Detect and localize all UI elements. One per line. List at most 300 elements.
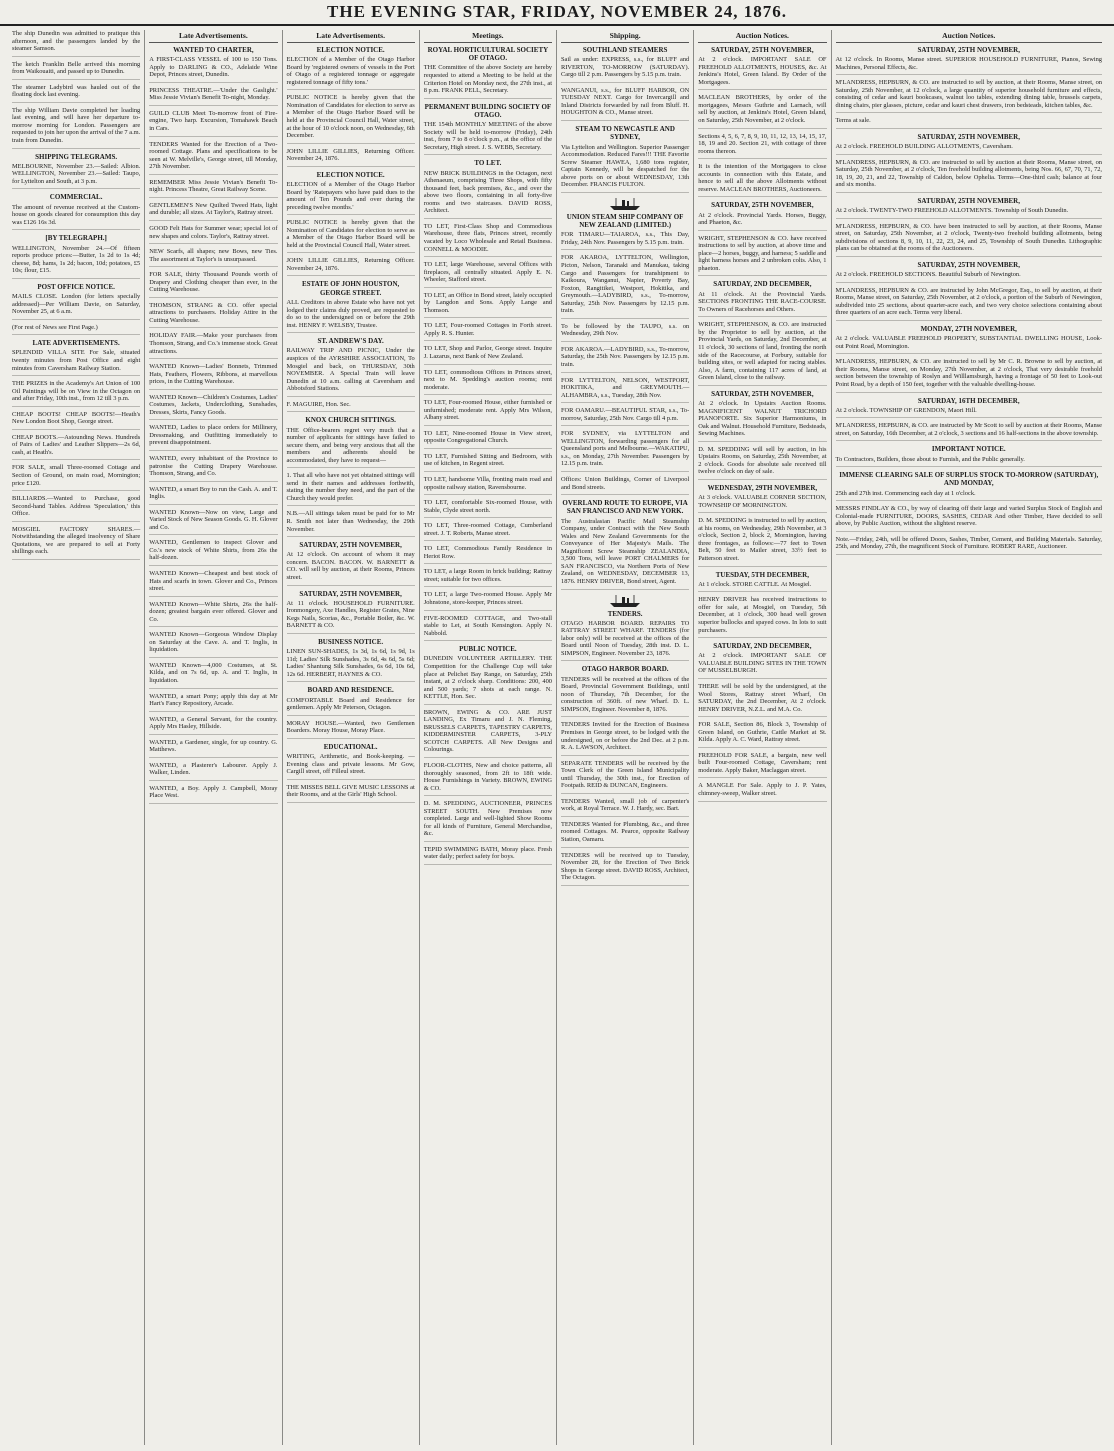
advertisement [12,193,140,230]
ad-body: At 2 o'clock. IMPORTANT SALE OF FREEHOLD ALLOTMENTS, HOUSES, &c. At Jenkins's Hotel, Green Island. By Order of the Mortgagees. [698,56,827,86]
ad-body: WRITING, Arithmetic, and Book-keeping. —Evening class and private lessons. Mr Gow, Cargill street, off Filleul street. [286,753,415,776]
ad-heading: WEDNESDAY, 29TH NOVEMBER, [707,483,818,492]
advertisement [561,213,689,251]
ad-body: WANGANUI, s.s., for BLUFF HARBOR, ON TUESDAY NEXT. Cargo for Invercargill and Inland Districts forwarded by rail from Bluff. H. HOUGHTON & CO., Manse street. [561,86,690,117]
advertisement [561,721,689,755]
ad-body: GOOD Felt Hats for Summer wear; special lot of new shapes and colors. Taylor's, Rattray street. [149,224,278,240]
section-heading: Auction Notices. [836,32,1103,43]
advertisement [287,472,415,506]
ad-body: GUILD CLUB Meet To-morrow front of Fire-engine, Two harp. Excursion, Tomahawk Beach in Cars. [149,109,278,133]
section-heading: Auction Notices. [698,32,826,43]
advertisement [149,486,277,505]
ad-body: Terms at sale. [835,117,871,125]
advertisement [287,686,415,715]
ad-heading: ST. ANDREW'S DAY. [317,337,384,346]
advertisement [287,590,415,634]
ad-body: At 12 o'clock. On account of whom it may concern. BACON. BACON. W. BARNETT & CO. will sell by auction, at their Rooms, Princes street. [286,551,415,581]
ad-body: WANTED, a Gardener, single, for up country. G. Matthews. [149,738,278,754]
advertisement [424,499,552,518]
advertisement [424,476,552,495]
advertisement [287,416,415,468]
ad-body: The amount of revenue received at the Custom-house on goods cleared for consumption this day was £126 16s 3d. [12,203,141,226]
advertisement [424,453,552,472]
ad-body: FREEHOLD FOR SALE, a bargain, new well built Four-roomed Cottage, Caversham; rent moderate. Apply Baker, Maclaggan street. [698,751,827,774]
ad-body: BILLIARDS.—Wanted to Purchase, good Second-hand Tables. Address 'Speculation,' this Office. [12,495,141,518]
ad-body: WELLINGTON, November 24.—Of fifteen reports produce prices:—Butter, 1s 2d to 1s 4d; cheese, 8d; hams, 1s 2d; bacon, 10d; potatoes, £5 10s; flour, £15. [12,244,141,275]
advertisement [561,430,689,472]
advertisement [424,591,552,610]
ad-heading: [BY TELEGRAPH.] [45,234,107,243]
advertisement [287,638,415,682]
ad-heading: SATURDAY, 25TH NOVEMBER, [917,45,1020,54]
advertisement [12,234,140,278]
ad-body: WANTED Known—4,000 Costumes, at St. Kilda, and on 7s 6d, up. A. and T. Inglis, in liquidation. [149,661,278,685]
advertisement [12,61,140,80]
ad-body: Sail as under: EXPRESS, s.s., for BLUFF and RIVERTON, TO-MORROW (SATURDAY). Cargo till 2 p.m. Passengers by 5.15 p.m. train. [561,56,690,79]
advertisement [149,202,277,221]
ad-body: TO LET, commodious Offices in Princes street, next to M. Spedding's auction rooms; rent moderate. [423,368,552,391]
ad-heading: TO LET. [474,159,502,168]
advertisement [149,271,277,298]
ad-body: M'LANDRESS, HEPBURN, & CO. are instructed to sell by auction, at their Rooms, Manse street, on Saturday, 25th November, at 12 o'clock, a large quantity of superior household furniture and effects, consisting of cedar and kauri bookcases, walnut loo tables, extending dining table, brussels carpets, dining chairs, pier glasses, picture, cedar and kauri chest drawers, iron bedsteads, kitchen tables, &c. [835,79,1102,109]
ad-body: THE Committee of the above Society are hereby requested to attend a Meeting to be held at the Criterion Hotel on Monday next, the 27th inst., at 8 p.m. FRANK PELL, Secretary. [423,64,552,95]
ad-body: At 11 o'clock. HOUSEHOLD FURNITURE. Ironmongery, Axe Handles, Register Grates, Nine Kegs Nails, Scorias, &c., Portable Boiler, &c. W. BARNETT & CO. [286,599,415,630]
advertisement [149,662,277,689]
advertisement [836,397,1103,419]
ad-body: TO LET, a large Two-roomed House. Apply Mr Johnstone, store-keeper, Princes street. [423,591,552,606]
advertisement [287,401,415,413]
ad-heading: SHIPPING TELEGRAMS. [35,152,118,161]
advertisement [836,445,1103,467]
ad-body: To Contractors, Builders, those about to Furnish, and the Public generally. [835,455,1025,463]
ad-body: THE Office-bearers regret very much that a number of applicants for sittings have failed to secure them, and being very anxious that all the members and adherents should be accommodated, they have to request— [286,426,415,464]
ad-body: WANTED Known—Gorgeous Window Display on Saturday at the Cave. A. and T. Inglis, in liquidation. [149,631,278,654]
ad-body: THOMSON, STRANG & CO. offer special attractions to purchasers. Holiday Attire in the Cutting Warehouse. [149,301,278,324]
ad-body: FOR SALE, small Three-roomed Cottage and Section of Ground, on main road, Mornington; price £120. [12,464,141,487]
advertisement [836,261,1103,283]
advertisement [424,46,552,99]
ad-heading: SATURDAY, 25TH NOVEMBER, [299,541,402,550]
advertisement [561,821,689,848]
ad-body: BROWN, EWING & CO. ARE JUST LANDING, Ex Timaru and J. N. Fleming, BRUSSELS CARPETS, TAPESTRY CARPETS, KIDDERMINSTER CARPETS, 3-PLY SCOTCH CARPETS. All New Designs and Colourings. [423,708,552,754]
ad-body: THE PRIZES in the Academy's Art Union of 100 Oil Paintings will be on View in the Octagon on and after Friday, 10th inst., from 12 till 3 p.m. [12,380,141,403]
advertisement [149,716,277,735]
advertisement [149,141,277,175]
advertisement [287,541,415,585]
ad-body: WRIGHT, STEPHENSON & CO. have received instructions to sell by auction, at above time and place—2 horses, buggy, and harness; 5 saddle and light harness horses and 2 unbroken colts. Also, 1 phaeton. [698,234,827,272]
ad-body: (For rest of News see First Page.) [12,323,98,331]
advertisement [12,434,140,461]
advertisement [424,292,552,319]
ad-body: HENRY DRIVER has received instructions to offer for sale, at Mosgiel, on Tuesday, 5th December, at 1 o'clock, 300 head well grown superior bullocks and spayed cows. In lots to suit purchasers. [698,596,827,634]
ad-body: At 2 o'clock. FREEHOLD SECTIONS. Beautiful Suburb of Newington. [835,271,1021,279]
ad-body: ALL Creditors in above Estate who have not yet lodged their claims duly proved, are requested to do so to the undersigned on or before the 29th inst. HENRY F. WELSBY, Trustee. [286,298,415,329]
advertisement [561,665,689,717]
ad-body: FOR LYTTELTON, NELSON, WESTPORT, HOKITIKA, and GREYMOUTH.—ALHAMBRA, s.s., Tuesday, 28th Nov. [561,376,690,399]
ad-body: MAILS CLOSE. London (for letters specially addressed)—Per William Davie, on Saturday, November 25, at 6 a.m. [12,293,141,316]
advertisement [698,94,826,128]
ad-body: ELECTION of a Member of the Otago Harbor Board by 'registered owners of vessels in the Port of Otago of a registered tonnage or aggregate registered tonnage of fifty tons.' [286,56,415,86]
masthead [0,0,1114,26]
ad-body: It is the intention of the Mortgagees to close accounts in connection with this Estate, and hence to sell all the above Allotments without reserve. MACLEAN BROTHERS, Auctioneers. [698,163,827,193]
ad-heading: IMPORTANT NOTICE. [931,445,1006,454]
ad-body: WANTED, Gentlemen to inspect Glover and Co.'s new stock of White Shirts, from 26s the half-dozen. [149,539,278,562]
advertisement [424,846,552,865]
ad-body: GENTLEMEN'S New Quilted Tweed Hats, light and durable; all sizes. At Taylor's, Rattray street. [149,201,278,217]
advertisement [12,107,140,149]
advertisement [287,171,415,215]
advertisement [424,709,552,758]
ad-body: MELBOURNE, November 23.—Sailed: Albion. WELLINGTON, November 23.—Sailed: Taupo, for Lyttelton and South, at 3 p.m. [12,162,141,185]
advertisement [836,471,1103,501]
advertisement [149,601,277,628]
ad-body: A FIRST-CLASS VESSEL of 100 to 150 Tons. Apply to DARLING & CO., Adelaide Wine Depot, Princes street, Dunedin. [149,56,278,79]
ad-body: PRINCESS THEATRE.—'Under the Gaslight.' Miss Jessie Vivian's Benefit To-night, Monday. [149,86,278,102]
advertisement [698,642,826,679]
ad-body: HOLIDAY FAIR.—Make your purchases from Thomson, Strang, and Co.'s immense stock. Great attractions. [149,332,278,355]
advertisement [424,223,552,257]
advertisement [287,720,415,739]
advertisement [698,752,826,779]
ad-body: A MANGLE For Sale. Apply to J. P. Yates, chimney-sweep, Walker street. [698,782,827,797]
ad-heading: POST OFFICE NOTICE. [37,282,115,291]
advertisement [12,153,140,190]
ad-body: The steamer Ladybird was hauled out of the floating dock last evening. [12,83,141,99]
ad-heading: SATURDAY, 2ND DECEMBER, [713,642,812,651]
ad-body: WANTED Known—Ladies' Bonnets, Trimmed Hats, Feathers, Flowers, Ribbons, at marvellous prices, in the Cutting Warehouse. [149,363,278,386]
ad-body: TO LET, Nine-roomed House in View street, opposite Congregational Church. [423,429,552,445]
advertisement [561,610,689,662]
column-7 [832,30,1107,1445]
column-5 [557,30,694,1445]
advertisement [698,163,826,197]
section-heading: Late Advertisements. [287,32,415,43]
advertisement [149,539,277,566]
advertisement [149,693,277,712]
ad-body: ELECTION of a Member of the Otago Harbor Board by 'Ratepayers who have paid dues to the amount of Ten Pounds and over during the preceding twelve months.' [286,181,415,211]
ad-heading: SATURDAY, 16TH DECEMBER, [917,396,1020,405]
advertisement [561,46,689,83]
advertisement [698,596,826,638]
advertisement [424,103,552,156]
advertisement [698,721,826,748]
advertisement [149,570,277,597]
ad-body: TO LET, large Warehouse, several Offices with fireplaces, all centrally situated. Apply E. N. Wheeler, Stafford street. [423,261,552,284]
advertisement [287,148,415,167]
ad-body: M'LANDRESS, HEPBURN & CO. are instructed by John McGregor, Esq., to sell by auction, at their Rooms, Manse street, on Saturday, 25th November, at 2 o'clock, a portion of the Suburb of Newington, subdivided into 25 sections, about quarter-acre each, and two very choice selections containing about three quarters of an acre each. Terms very liberal. [835,286,1102,317]
column-3 [283,30,420,1445]
advertisement [12,495,140,522]
advertisement [424,615,552,642]
advertisement [12,464,140,491]
ad-body: At 2 o'clock. TOWNSHIP OF GRENDON, Maori Hill. [835,406,977,414]
ad-body: TENDERS Wanted for the Erection of a Two-roomed Cottage. Plans and specifications to be seen at W. Melville's, George street, till Monday, 27th November. [149,140,278,171]
ad-body: WANTED, Ladies to place orders for Millinery, Dressmaking, and Outfitting immediately to prevent disappointment. [149,424,278,447]
advertisement [149,332,277,359]
section-heading: Meetings. [424,32,552,43]
ad-body: At 11 o'clock. At the Provincial Yards. SECTIONS FRONTING THE RACE-COURSE. To Owners of Racehorses and Others. [698,290,827,313]
steamship-icon [608,594,642,608]
ad-body: FOR AKAROA.—LADYBIRD, s.s., To-morrow, Saturday, the 25th Nov. Passengers by 12.15 p.m. train. [561,345,690,368]
ad-body: THERE will be sold by the undersigned, at the Wool Stores, Rattray street Wharf, On SATURDAY, the 2nd December, At 2 o'clock. HENRY DRIVER, N.Z.L. and M.A. Co. [698,682,827,713]
advertisement [698,683,826,717]
columns [8,30,1106,1445]
advertisement [698,133,826,160]
advertisement [287,743,415,780]
ad-body: CHEAP BOOTS.—Astounding News. Hundreds of Pairs of Ladies' and Leather Slippers—2s 6d, cash, at Heath's. [12,433,141,456]
advertisement [561,125,689,193]
advertisement [836,325,1103,354]
ad-body: TO LET, a large Room in brick building; Rattray street; suitable for two offices. [423,568,552,583]
advertisement [561,377,689,404]
ad-body: Via Lyttelton and Wellington. Superior Passenger Accommodation. Reduced Fares!!! THE Favorite Screw Steamer HAWEA, 1,680 tons register, Captain Kennedy, will be despatched for the above ports on or about WEDNESDAY, 13th December. FRANCIS FULTON. [561,143,690,189]
ad-body: M'LANDRESS, HEPBURN, & CO. are instructed by Mr Scott to sell by auction at their Rooms, Manse street, on Saturday, 16th December, at 2 o'clock, 3 sections and 16 half-sections in the above township. [835,422,1102,437]
ad-heading: SATURDAY, 2ND DECEMBER, [713,280,812,289]
ad-body: JOHN LILLIE GILLIES, Returning Officer. November 24, 1876. [286,257,415,272]
ad-body: WANTED, a smart Boy to run the Cash. A. and T. Inglis. [149,485,278,501]
ad-heading: EDUCATIONAL. [323,742,378,751]
ad-body: TENDERS will be received up to Tuesday, November 28, for the Erection of Two Brick Shops in George street. DAVID ROSS, Architect, The Octagon. [561,851,690,882]
section-heading: Shipping. [561,32,689,43]
ad-body: The Australasian Pacific Mail Steamship Company, under Contract with the New South Wales and New Zealand Governments for the Conveyance of Her Majesty's Mails. The Magnificent Screw Steamship ZEALANDIA, 3,500 Tons, will leave PORT CHALMERS for SAN FRANCISCO, via Northern Ports of New Zealand, on WEDNESDAY, DECEMBER 13, 1876. HENRY DRIVER, Bond street, Agent. [561,517,690,585]
ad-heading: STEAM TO NEWCASTLE AND SYDNEY, [575,125,675,142]
ad-heading: SATURDAY, 25TH NOVEMBER, [711,201,814,210]
ad-body: PUBLIC NOTICE is hereby given that the Nomination of Candidates for election to serve as a Member of the Otago Harbor Board will be held at the Provincial Council Hall, Water street. [286,219,415,249]
ad-heading: SATURDAY, 25TH NOVEMBER, [917,197,1020,206]
advertisement [424,399,552,426]
advertisement [836,197,1103,219]
ad-body: WANTED, a smart Pony; apply this day at Mr Hart's Fancy Repository, Arcade. [149,692,278,708]
ad-body: TO LET, First-Class Shop and Commodious Warehouse, three flats, Princes street, recently vacated by Loco Wholesale and Retail Business. CONNELL & MOODIE. [423,222,552,253]
ad-heading: PERMANENT BUILDING SOCIETY OF OTAGO. [424,102,552,119]
ad-heading: PUBLIC NOTICE. [459,645,517,654]
advertisement [12,411,140,430]
advertisement [149,785,277,804]
ad-body: FOR TIMARU—TAIAROA, s.s., This Day, Friday, 24th Nov. Passengers by 5.15 p.m. train. [561,231,690,246]
ad-heading: IMMENSE CLEARING SALE OF SURPLUS STOCK TO-MORROW (SATURDAY), AND MONDAY, [839,471,1099,488]
advertisement [698,571,826,593]
ad-heading: OVERLAND ROUTE TO EUROPE, VIA SAN FRANCISCO AND NEW YORK. [562,499,688,516]
advertisement [698,517,826,566]
advertisement [149,302,277,329]
ad-body: TO LET, Furnished Sitting and Bedroom, with use of kitchen, in Regent street. [423,452,552,468]
ad-body: FLOOR-CLOTHS, New and choice patterns, all thoroughly seasoned, from 2ft to 18ft wide. House Furnishings in Variety. BROWN, EWING & CO. [423,762,552,792]
ad-body: N.B.—All sittings taken must be paid for to Mr R. Smith not later than Wednesday, the 29th November. [286,510,415,533]
ad-body: To be followed by the TAUPO, s.s. on Wednesday, 29th Nov. [561,322,690,338]
ad-body: F. MAGUIRE, Hon. Sec. [286,400,351,408]
ad-body: WANTED Known—Now on view, Large and Varied Stock of New Season Goods. G. H. Glover and Co. [149,508,278,531]
ad-body: SEPARATE TENDERS will be received by the Town Clerk of the Green Island Municipality until Thursday, the 30th inst., for Erection of Footpath. REID & DUNCAN, Engineers. [561,759,690,790]
advertisement [836,536,1103,555]
ad-heading: SATURDAY, 25TH NOVEMBER, [917,261,1020,269]
advertisement [424,545,552,564]
advertisement [12,526,140,560]
ad-body: MORAY HOUSE.—Wanted, two Gentlemen Boarders. Moray House, Moray Place. [286,719,415,735]
column-6 [694,30,831,1445]
advertisement [698,46,826,90]
ad-body: D. M. SPEDDING is instructed to sell by auction, at his rooms, on Wednesday, 29th November, at 3 o'clock, Section 2, block 2, Mornington, having three frontages, as follows:—77 feet to Town Belt, 50 feet to Mailer street, 33½ feet to Patterson street. [698,517,827,562]
ad-body: TO LET, Three-roomed Cottage, Cumberland street. J. T. Roberts, Manse street. [423,522,552,537]
ad-body: MESSRS FINDLAY & CO., by way of clearing off their large and varied Surplus Stock of English and Colonial-made FURNITURE, DOORS, SASHES, CEDAR And other Timber, Have decided to sell above, by Public Auction, without the slightest reserve. [835,505,1102,528]
advertisement [287,510,415,537]
ad-body: FOR AKAROA, LYTTELTON, Wellington, Picton, Nelson, Taranaki and Manukau, taking Cargo and Passengers for transhipment to Kaikoura, Wanganui, Napier, Poverty Bay, Foxton, Rangitikei, Westport, Hokitika, and Greymouth.—LADYBIRD, s.s., To-morrow, Saturday, 25th Nov. Passengers by 12.15 p.m. train. [561,254,690,315]
ad-heading: ESTATE OF JOHN HOUSTON, GEORGE STREET. [301,280,400,297]
advertisement [287,280,415,333]
ad-body: WANTED, a Plasterer's Labourer. Apply J. Walker, Linden. [149,761,278,777]
ad-body: FOR OAMARU.—BEAUTIFUL STAR, s.s., To-morrow, Saturday, 25th Nov. Cargo till 4 p.m. [561,407,690,422]
advertisement [561,323,689,342]
advertisement [424,261,552,288]
ad-heading: SATURDAY, 25TH NOVEMBER, [917,133,1020,142]
advertisement [561,760,689,794]
ad-body: TO LET, Four-roomed House, either furnished or unfurnished; moderate rent. Apply Mrs Wilson, Albany street. [423,399,552,422]
ad-heading: COMMERCIAL. [49,193,103,202]
ad-body: TEPID SWIMMING BATH, Moray place. Fresh water daily; perfect safety for boys. [423,845,552,861]
advertisement [149,248,277,267]
ad-body: At 3 o'clock. VALUABLE CORNER SECTION, TOWNSHIP OF MORNINGTON. [698,494,827,509]
advertisement [561,499,689,589]
advertisement [12,380,140,407]
ad-heading: SATURDAY, 25TH NOVEMBER, [711,45,814,54]
advertisement [561,407,689,426]
ad-heading: ELECTION NOTICE. [316,45,385,54]
section-heading: Late Advertisements. [149,32,277,43]
ad-body: WANTED Known—White Shirts, 26s the half-dozen; greatest bargain ever offered. Glover and Co. [149,600,278,623]
ad-body: FOR SALE, Section 86, Block 3, Township of Green Island, on Guthrie, Cattle Market at St. Kilda. Apply A. C. Ward, Rattray street. [698,721,827,744]
ad-body: MOSGIEL FACTORY SHARES.—Notwithstanding the alleged insolvency of Share Quotations, we are prepared to sell at Forty shillings each. [12,525,141,556]
ad-heading: BUSINESS NOTICE. [318,637,384,646]
advertisement [149,762,277,781]
ad-body: TO LET, handsome Villa, fronting main road and opposite railway station, Ravensbourne. [423,475,552,491]
ad-heading: SATURDAY, 25TH NOVEMBER, [299,589,402,598]
advertisement [424,159,552,219]
advertisement [149,46,277,83]
advertisement [836,133,1103,155]
advertisement [12,30,140,57]
ad-body: TO LET, an Office in Bond street, lately occupied by Langdon and Sons. Apply Lange and Thomson. [423,291,552,314]
ad-body: M'LANDRESS, HEPBURN, & CO. have been instructed to sell by auction, at their Rooms, Manse street, on Saturday, 25th November, at 2 o'clock, Twenty-two freehold building allotments, being subdivisions of sections 8, 9, 10, 11, 22, 23, 24, and 25, Township of South Dunedin. Lithographic plans can be obtained at the rooms of the Auctioneers. [835,222,1102,253]
advertisement [287,257,415,276]
ad-heading: ROYAL HORTICULTURAL SOCIETY OF OTAGO. [427,45,549,63]
advertisement [836,79,1103,113]
column-2 [145,30,282,1445]
ad-body: WRIGHT, STEPHENSON, & CO. are instructed by the Proprietor to sell by auction, at the Provincial Yards, on Saturday, 2nd December, at 11 o'clock, 30 sections of land, fronting the north side of the Racecourse, at Forbury, suitable for building sites, or well adapted for racing stables. Also, A farm, containing 117 acres of land, at Green Island, close to the railway. [698,321,827,382]
advertisement [698,235,826,277]
ad-body: TO LET, Four-roomed Cottages in Forth street. Apply R. S. Hunter. [423,322,552,337]
ad-body: At 12 o'clock. In Rooms, Manse street. SUPERIOR HOUSEHOLD FURNITURE, Pianos, Sewing Machines, Personal Effects, &c. [835,56,1102,71]
ad-body: The ketch Franklin Belle arrived this morning from Waikouaiti, and passed up to Dunedin. [12,60,141,76]
advertisement [836,223,1103,257]
ad-body: PUBLIC NOTICE is hereby given that the Nomination of Candidates for election to serve as a Member of the Otago Harbor Board will be held at the Provincial Council Hall, Water street, at the hour of 10 o'clock noon, on Wednesday, 6th December. [286,94,415,140]
ad-body: D. M. SPEDDING will sell by auction, in his Upstairs Rooms, on Saturday, 25th November, at 2 o'clock. Goods for absolute sale received till twelve o'clock on day of sale. [698,445,827,476]
column-1 [8,30,145,1445]
ad-heading: LATE ADVERTISEMENTS. [32,339,120,348]
advertisement [424,322,552,341]
column-4 [420,30,557,1445]
advertisement [149,455,277,482]
advertisement [698,446,826,480]
ad-body: Note.—Friday, 24th, will be offered Doors, Sashes, Timber, Cement, and Building Materials. Saturday, 25th, and Monday, 27th, the magnificent Stock of Furniture. ROBERT RARE, Auctioneer. [835,535,1102,551]
advertisement [698,201,826,230]
advertisement [698,390,826,442]
advertisement [424,369,552,396]
masthead-title: THE EVENING STAR, FRIDAY, NOVEMBER 24, 1876. [327,2,787,21]
ad-body: WANTED Known—Children's Costumes, Ladies' Costumes, Jackets, Underclothing, Sunshades, Dresses, Skirts, Fancy Goods. [149,393,278,416]
ad-heading: SATURDAY, 25TH NOVEMBER, [711,389,814,398]
ad-body: TO LET, Shop and Parlor, George street. Inquire J. Lazarus, next Bank of New Zealand. [423,345,552,360]
ad-body: NEW Scarfs, all shapes; new Bows, new Ties. The assortment at Taylor's is unsurpassed. [149,248,278,263]
ad-body: THE 154th MONTHLY MEETING of the above Society will be held to-morrow (Friday), 24th inst., from 7 to 8 o'clock p.m., at the office of the Secretary, High street. J. S. WEBB, Secretary. [423,121,552,151]
steamship-icon [608,197,642,211]
advertisement [149,87,277,106]
advertisement [12,339,140,376]
ad-body: TENDERS Wanted for Plumbing, &c., and three roomed Cottages. M. Pearce, opposite Railway Station, Oamaru. [561,820,690,844]
advertisement [149,631,277,658]
ad-body: TO LET, comfortable Six-roomed House, with Stable, Clyde street north. [423,499,552,514]
ad-heading: WANTED TO CHARTER, [173,45,254,54]
ad-body: At 2 o'clock. IMPORTANT SALE OF VALUABLE BUILDING SITES IN THE TOWN OF MUSSELBURGH. [698,652,827,675]
ad-heading: SOUTHLAND STEAMERS [582,45,668,54]
ad-body: The ship William Davie completed her loading last evening, and will have her departure to-morrow morning for London. Passengers are requested to join her upon the arrival of the 7 a.m. train from Dunedin. [12,106,141,145]
advertisement [287,337,415,397]
ad-body: THE MISSES BELL GIVE MUSIC LESSONS at their Rooms, and at the Girls' High School. [286,783,415,799]
advertisement [561,87,689,121]
advertisement [836,422,1103,441]
ad-body: Sections 4, 5, 6, 7, 8, 9, 10, 11, 12, 13, 14, 15, 17, 18, 19 and 20. Section 21, with cottage of three rooms thereon. [698,132,827,155]
ad-body: FIVE-ROOMED COTTAGE, and Two-stall stable to Let, at South Kensington. Apply N. Nabbold. [423,614,552,637]
advertisement [149,394,277,421]
ad-heading: BOARD AND RESIDENCE. [307,686,394,695]
advertisement [424,430,552,449]
advertisement [12,324,140,336]
ad-heading: ELECTION NOTICE. [316,170,385,179]
ad-body: D. M. SPEDDING, AUCTIONEER, PRINCES STREET SOUTH. New Premises now completed. Large and well-lighted Show Rooms for all kinds of Furniture, General Merchandise, &c. [423,800,552,838]
advertisement [149,363,277,390]
ad-body: SPLENDID VILLA SITE For Sale, situated twenty minutes from Post Office and eight minutes from Caversham Railway Station. [12,349,141,372]
ad-body: WANTED, a General Servant, for the country. Apply Mrs Hasley, Hillside. [149,715,278,731]
ad-body: COMFORTABLE Board and Residence for gentlemen. Apply Mr Peterson, Octagon. [286,696,415,712]
ad-body: WANTED Known—Cheapest and best stock of Hats and scarfs in town. Glover and Co., Princes street. [149,570,278,593]
advertisement [836,46,1103,75]
ad-body: 1. That all who have not yet obtained sittings will send in their names and addresses forthwith, stating the number they need, and the part of the Church they would prefer. [286,472,415,502]
ad-body: JOHN LILLIE GILLIES, Returning Officer. November 24, 1876. [286,147,415,163]
advertisement [287,219,415,253]
ad-body: At 2 o'clock. TWENTY-TWO FREEHOLD ALLOTMENTS. Township of South Dunedin. [835,207,1069,215]
ad-body: REMEMBER Miss Jessie Vivian's Benefit To-night. Princess Theatre, Great Railway Scene. [149,178,278,194]
advertisement [836,117,1103,129]
advertisement [287,784,415,803]
advertisement [561,346,689,373]
ad-body: MACLEAN BROTHERS, by order of the mortgagees, Messrs Guthrie and Larnach, will sell by auction, at Jenkins's Hotel, Green Island, on Saturday, 25th November, at 2 o'clock. [698,94,827,125]
advertisement [424,762,552,796]
ad-body: DUNEDIN VOLUNTEER ARTILLERY. THE Competition for the Challenge Cup will take place at Pelichet Bay Range, on Saturday, 25th instant, at 2 o'clock sharp. Conditions: 200, 400 and 500 yards; 7 shots at each range. N. KETTLE, Hon. Sec. [423,655,552,701]
advertisement [561,476,689,495]
advertisement [149,509,277,536]
ad-body: TO LET, Commodious Family Residence in Heriot Row. [423,545,552,560]
ad-heading: MONDAY, 27TH NOVEMBER, [920,324,1017,333]
ad-body: At 1 o'clock. STORE CATTLE. At Mosgiel. [698,580,812,588]
ad-body: WANTED, a Boy. Apply J. Campbell, Moray Place West. [149,784,278,800]
ad-body: TENDERS Wanted, small job of carpenter's work, at Royal Terrace. W. J. Hardy, sec. Bart. [561,797,690,813]
ad-body: LINEN SUN-SHADES, 1s 3d, 1s 6d, 1s 9d, 1s 11d; Ladies' Silk Sunshades, 3s 6d, 4s 6d, 5s 6d; Ladies' Shantung Silk Sunshades, 6s 6d, 10s 6d, 12s 6d. HERBERT, HAYNES & CO. [286,648,415,678]
ad-body: NEW BRICK BUILDINGS in the Octagon, next Athenaeum, comprising Three Shops, with fifty thousand feet, back premises, &c., and over the above two floors, containing in all forty-five rooms and two staircases. DAVID ROSS, Architect. [423,169,552,215]
ad-body: At 2 o'clock. VALUABLE FREEHOLD PROPERTY, SUBSTANTIAL DWELLING HOUSE, Look-out Point Road, Mornington. [835,335,1102,350]
ad-body: FOR SALE, thirty Thousand Pounds worth of Drapery and Clothing cheaper than ever, in the Cutting Warehouse. [149,271,278,294]
ad-heading: TUESDAY, 5TH DECEMBER, [715,570,809,579]
ad-body: CHEAP BOOTS! CHEAP BOOTS!—Heath's New London Boot Shop, George street. [12,410,141,426]
ad-body: M'LANDRESS, HEPBURN, & CO. are instructed to sell by auction at their Rooms, Manse street, on Saturday, 25th November, at 2 o'clock, Ten freehold building allotments, being Nos. 66, 67, 70, 71, 72, 18, 19, 20, 21, and 22, Township of Caldon, below Ophelia. Terms—One-third cash; balance at four and six months. [835,158,1102,189]
advertisement [836,358,1103,392]
